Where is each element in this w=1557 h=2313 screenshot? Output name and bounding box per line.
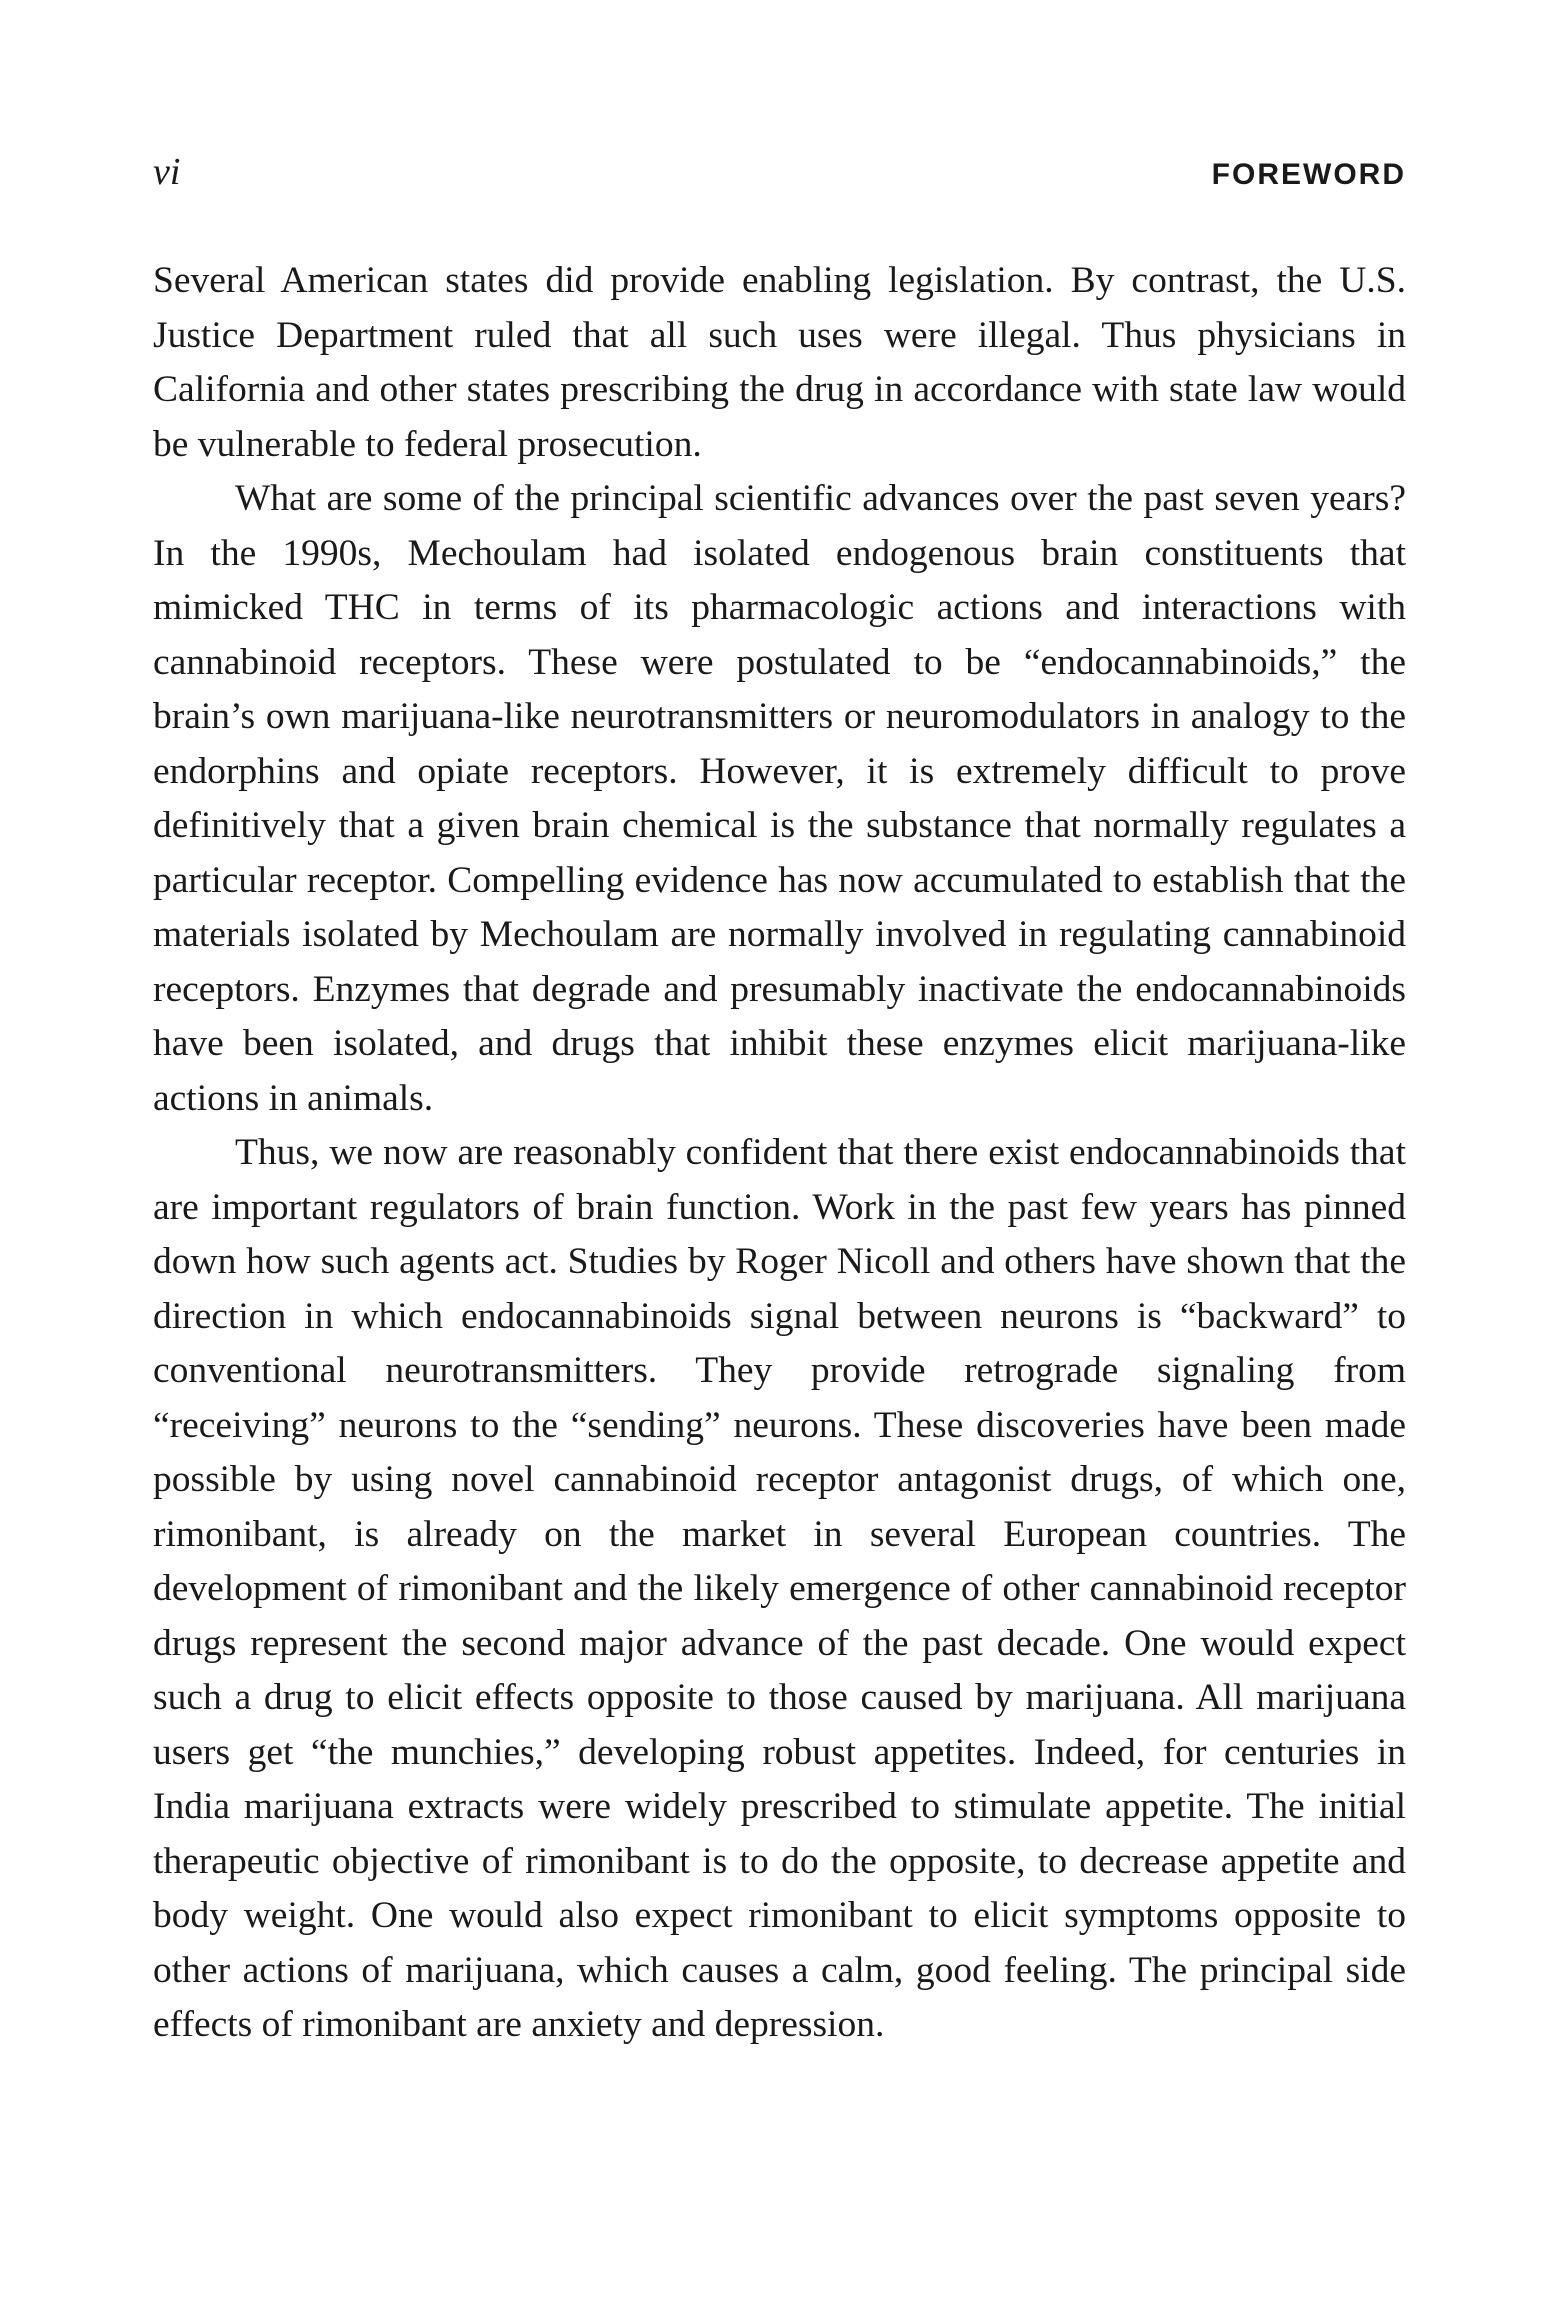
book-page — [153, 150, 1406, 2053]
running-head — [153, 150, 1406, 210]
paragraph-3: Thus, we now are reasonably confident that there exist endocannabinoids that are important regulators of brain function. Work in the past few years has pinned down how such agents act. Studies by Roger Nicoll and others have shown that the direction in which endocannabinoids signal between neurons is “backward” to conventional neurotransmitters. They provide retrograde signaling from “receiving” neurons to the “sending” neurons. These discoveries have been made possible by using novel cannabinoid receptor antagonist drugs, of which one, rimonibant, is already on the market in several European countries. The development of rimonibant and the likely emergence of other cannabinoid receptor drugs represent the second major advance of the past decade. One would expect such a drug to elicit effects opposite to those caused by marijuana. All marijuana users get “the munchies,” developing robust appetites. Indeed, for centuries in India marijuana extracts were widely prescribed to stimulate appetite. The initial therapeutic objective of rimonibant is to do the opposite, to decrease appetite and body weight. One would also expect rimonibant to elicit symptoms opposite to other actions of marijuana, which causes a calm, good feeling. The principal side effects of rimonibant are anxiety and depression. — [153, 1132, 1406, 2045]
section-title: FOREWORD — [1211, 158, 1406, 191]
paragraph-2: What are some of the principal scientific advances over the past seven years? In the 1990s, Mechoulam had isolated endogenous brain constituents that mimicked THC in terms of its pharmacologic actions and interactions with cannabinoid receptors. These were postulated to be “endocannabinoids,” the brain’s own marijuana-like neurotransmitters or neuromodulators in analogy to the endorphins and opiate receptors. However, it is extremely difficult to prove definitively that a given brain chemical is the substance that normally regulates a particular receptor. Compelling evidence has now accumulated to establish that the materials isolated by Mechoulam are normally involved in regulating cannabinoid receptors. Enzymes that degrade and presumably inactivate the endocannabinoids have been isolated, and drugs that inhibit these enzymes elicit marijuana-like actions in animals. — [153, 478, 1406, 1119]
body-text — [153, 254, 1406, 2053]
paragraph-1: Several American states did provide enabling legislation. By contrast, the U.S. Justice Department ruled that all such uses were illegal. Thus physicians in California and other states prescribing the drug in accordance with state law would be vulnerable to federal prosecution. — [153, 260, 1406, 465]
page-number: vi — [153, 151, 181, 193]
